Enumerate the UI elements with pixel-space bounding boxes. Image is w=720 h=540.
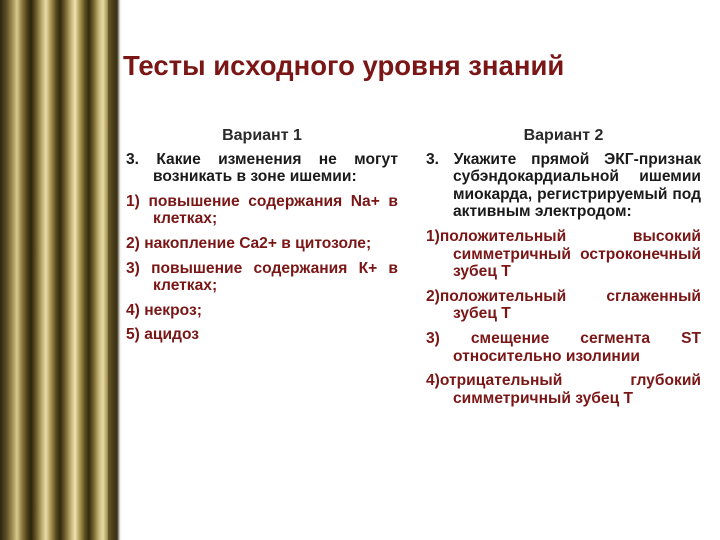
variant-1-option-3: 3) повышение содержания К+ в клетках;: [126, 259, 398, 295]
variant-1-option-1: 1) повышение содержания Na+ в клетках;: [126, 192, 398, 228]
variant-2-option-4: 4)отрицательный глубокий симметричный зубец Т: [426, 372, 701, 407]
variant-1-column: [126, 127, 398, 351]
variant-2-heading: Вариант 2: [523, 127, 604, 144]
variant-2-option-3: 3) смещение сегмента ST относительно изолинии: [426, 329, 701, 365]
gold-curtain-border: [0, 0, 120, 540]
variant-2-question: 3. Укажите прямой ЭКГ-признак субэндокардиальной ишемии миокарда, регистрируемый под активным электродом:: [426, 150, 701, 221]
variant-2-option-1: 1)положительный высокий симметричный остроконечный зубец Т: [426, 227, 701, 281]
slide-title: Тесты исходного уровня знаний: [123, 50, 565, 81]
variant-1-option-2: 2) накопление Ca2+ в цитозоле;: [126, 234, 372, 252]
variant-1-heading: Вариант 1: [222, 127, 302, 144]
curtain-shadow: [108, 0, 122, 540]
variant-1-option-4: 4) некроз;: [126, 301, 202, 319]
variant-1-option-5: 5) ацидоз: [126, 326, 200, 344]
variant-2-column: [426, 127, 701, 414]
variant-2-option-2: 2)положительный сглаженный зубец Т: [426, 287, 701, 323]
variant-1-question: 3. Какие изменения не могут возникать в зоне ишемии:: [126, 150, 398, 186]
